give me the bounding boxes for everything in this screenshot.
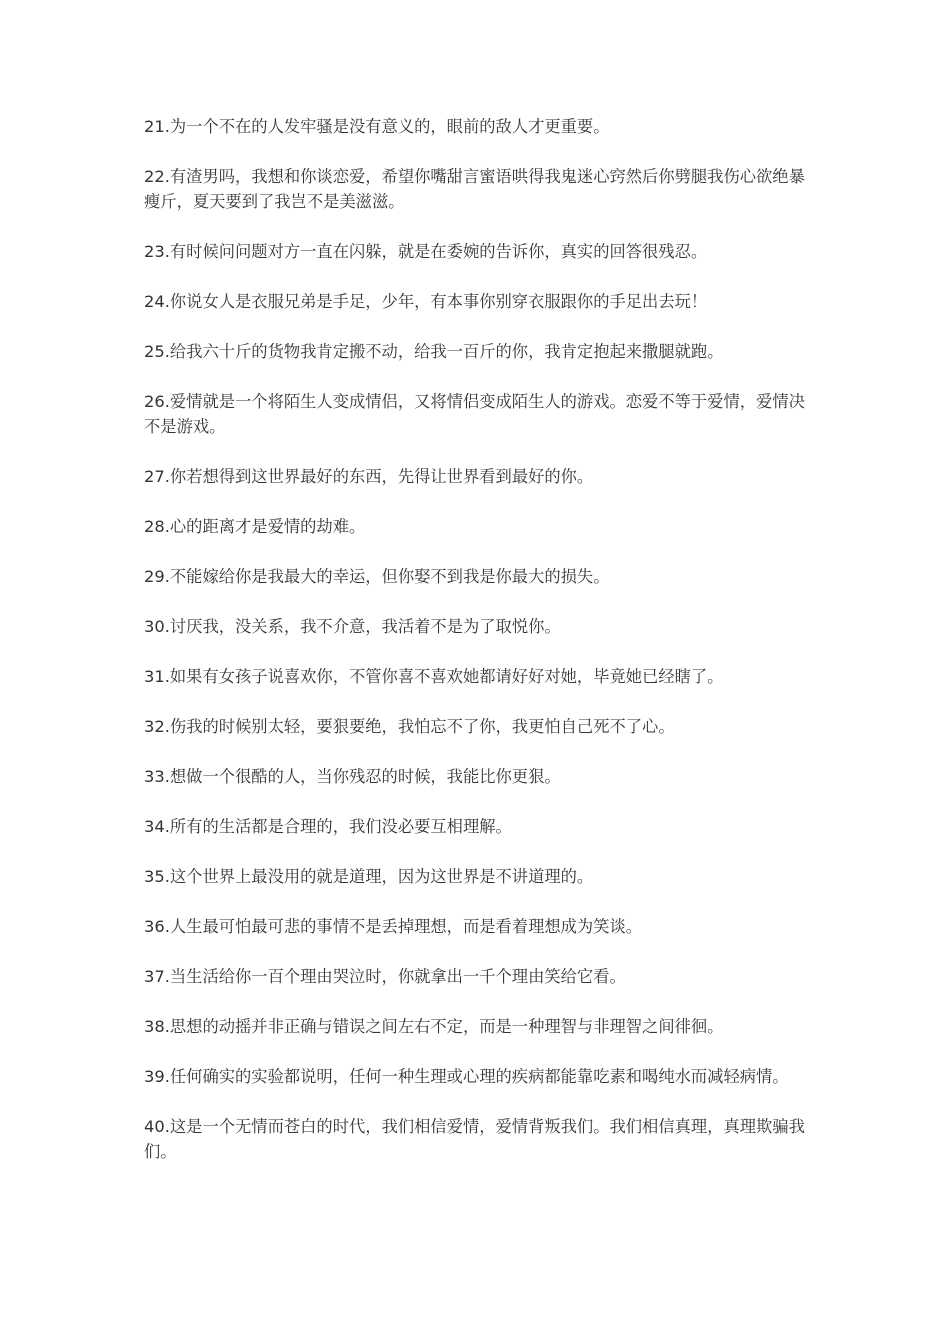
- quote-40: 40.这是一个无情而苍白的时代，我们相信爱情，爱情背叛我们。我们相信真理，真理欺骗我们。: [144, 1117, 805, 1161]
- quote-24: 24.你说女人是衣服兄弟是手足，少年，有本事你别穿衣服跟你的手足出去玩！: [144, 292, 708, 311]
- quote-list: [144, 114, 810, 1189]
- quote-28: 28.心的距离才是爱情的劫难。: [144, 517, 366, 536]
- quote-31: 31.如果有女孩子说喜欢你，不管你喜不喜欢她都请好好对她，毕竟她已经瞎了。: [144, 667, 724, 686]
- quote-32: 32.伤我的时候别太轻，要狠要绝，我怕忘不了你，我更怕自己死不了心。: [144, 717, 675, 736]
- quote-38: 38.思想的动摇并非正确与错误之间左右不定，而是一种理智与非理智之间徘徊。: [144, 1017, 724, 1036]
- quote-35: 35.这个世界上最没用的就是道理，因为这世界是不讲道理的。: [144, 867, 594, 886]
- quote-30: 30.讨厌我，没关系，我不介意，我活着不是为了取悦你。: [144, 617, 561, 636]
- quote-22: 22.有渣男吗，我想和你谈恋爱，希望你嘴甜言蜜语哄得我鬼迷心窍然后你劈腿我伤心欲绝暴瘦斤，夏天要到了我岂不是美滋滋。: [144, 167, 805, 211]
- quote-23: 23.有时候问问题对方一直在闪躲，就是在委婉的告诉你，真实的回答很残忍。: [144, 242, 708, 261]
- quote-25: 25.给我六十斤的货物我肯定搬不动，给我一百斤的你，我肯定抱起来撒腿就跑。: [144, 342, 724, 361]
- quote-36: 36.人生最可怕最可悲的事情不是丢掉理想，而是看着理想成为笑谈。: [144, 917, 643, 936]
- quote-27: 27.你若想得到这世界最好的东西，先得让世界看到最好的你。: [144, 467, 594, 486]
- quote-26: 26.爱情就是一个将陌生人变成情侣，又将情侣变成陌生人的游戏。恋爱不等于爱情，爱情决不是游戏。: [144, 392, 805, 436]
- quote-21: 21.为一个不在的人发牢骚是没有意义的，眼前的敌人才更重要。: [144, 117, 610, 136]
- quote-37: 37.当生活给你一百个理由哭泣时，你就拿出一千个理由笑给它看。: [144, 967, 626, 986]
- quote-29: 29.不能嫁给你是我最大的幸运，但你娶不到我是你最大的损失。: [144, 567, 610, 586]
- quote-34: 34.所有的生活都是合理的，我们没必要互相理解。: [144, 817, 512, 836]
- quote-39: 39.任何确实的实验都说明，任何一种生理或心理的疾病都能靠吃素和喝纯水而减轻病情。: [144, 1067, 789, 1086]
- quote-33: 33.想做一个很酷的人，当你残忍的时候，我能比你更狠。: [144, 767, 561, 786]
